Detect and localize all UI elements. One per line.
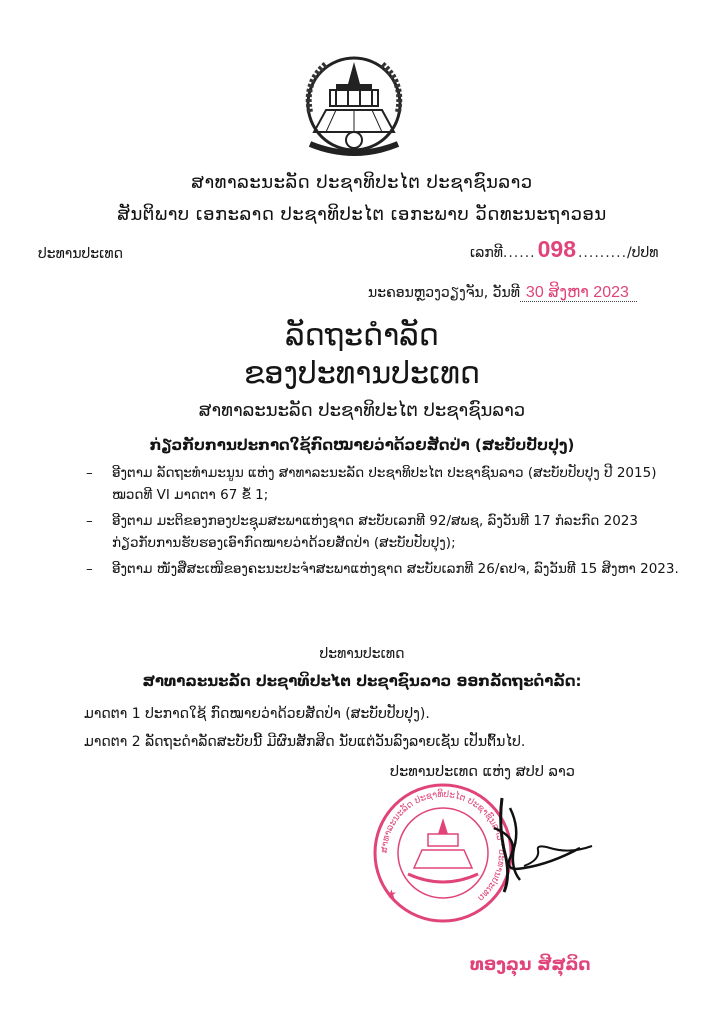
document-number-value: 098 bbox=[537, 236, 576, 262]
article-2: ມາດຕາ 2 ລັດຖະດຳລັດສະບັບນີ້ ມີຜົນສັກສິດ ນັບແຕ່ວັນລົງລາຍເຊັນ ເປັນຕົ້ນໄປ. bbox=[84, 734, 526, 750]
svg-text:★: ★ bbox=[386, 887, 397, 901]
document-number-suffix: /ປປທ bbox=[627, 245, 659, 261]
reference-item: – ອີງຕາມ ມະຕິຂອງກອງປະຊຸມສະພາແຫ່ງຊາດ ສະບັບເລກທີ 92/ສພຊ, ລົງວັນທີ 17 ກໍລະກົດ 2023 ກ່ຽວກັບການຮັບຮອງເອົາກົດໝາຍວ່າດ້ວຍສັດປ່າ (ສະບັບປັບປຸງ); bbox=[86, 513, 638, 551]
signatory-name: ທອງລຸນ ສີສຸລິດ bbox=[470, 955, 591, 975]
references-list bbox=[82, 462, 682, 584]
reference-item: – ອີງຕາມ ລັດຖະທຳມະນູນ ແຫ່ງ ສາທາລະນະລັດ ປະຊາທິປະໄຕ ປະຊາຊົນລາວ (ສະບັບປັບປຸງ ປີ 2015) ໝວດທີ VI ມາດຕາ 67 ຂໍ້ 1; bbox=[86, 465, 657, 503]
header-line-2: ສັນຕິພາບ ເອກະລາດ ປະຊາທິປະໄຕ ເອກະພາບ ວັດທະນະຖາວອນ bbox=[117, 204, 607, 225]
issue-date: 30 ສິງຫາ 2023 bbox=[520, 284, 637, 302]
document-number: ເລກທີ......098 ........./ປປທ bbox=[470, 236, 659, 262]
reference-item: – ອີງຕາມ ໜັງສືສະເໜີຂອງຄະນະປະຈຳສະພາແຫ່ງຊາດ ສະບັບເລກທີ 26/ຄປຈ, ລົງວັນທີ 15 ສິງຫາ 2023. bbox=[86, 561, 679, 577]
signatory-title: ປະທານປະເທດ ແຫ່ງ ສປປ ລາວ bbox=[390, 764, 575, 780]
decree-heading: ປະທານປະເທດ bbox=[319, 646, 405, 662]
decree-subject: ກ່ຽວກັບການປະກາດໃຊ້ກົດໝາຍວ່າດ້ວຍສັດປ່າ (ສະບັບປັບປຸງ) bbox=[149, 436, 575, 454]
issuer-label: ປະທານປະເທດ bbox=[38, 246, 123, 262]
title-country: ສາທາລະນະລັດ ປະຊາທິປະໄຕ ປະຊາຊົນລາວ bbox=[198, 400, 526, 421]
decree-body: ສາທາລະນະລັດ ປະຊາທິປະໄຕ ປະຊາຊົນລາວ ອອກລັດຖະດຳລັດ: bbox=[142, 672, 582, 690]
place-date bbox=[368, 282, 637, 302]
document-number-prefix: ເລກທີ bbox=[470, 245, 503, 261]
title-of-president: ຂອງປະທານປະເທດ bbox=[244, 356, 480, 391]
article-1: ມາດຕາ 1 ປະກາດໃຊ້ ກົດໝາຍວ່າດ້ວຍສັດປ່າ (ສະບັບປັບປຸງ). bbox=[84, 706, 430, 722]
title-decree: ລັດຖະດຳລັດ bbox=[285, 318, 439, 353]
header-line-1: ສາທາລະນະລັດ ປະຊາທິປະໄຕ ປະຊາຊົນລາວ bbox=[191, 172, 533, 193]
handwritten-signature bbox=[480, 788, 600, 898]
place-label: ນະຄອນຫຼວງວຽງຈັນ, ວັນທີ bbox=[368, 285, 520, 301]
stamp-text: ສາທາລະນະລັດ ປະຊາທິປະໄຕ ປະຊາຊົນລາວ · ປະທານປະເທດ bbox=[379, 789, 507, 903]
national-emblem-icon bbox=[296, 52, 412, 162]
